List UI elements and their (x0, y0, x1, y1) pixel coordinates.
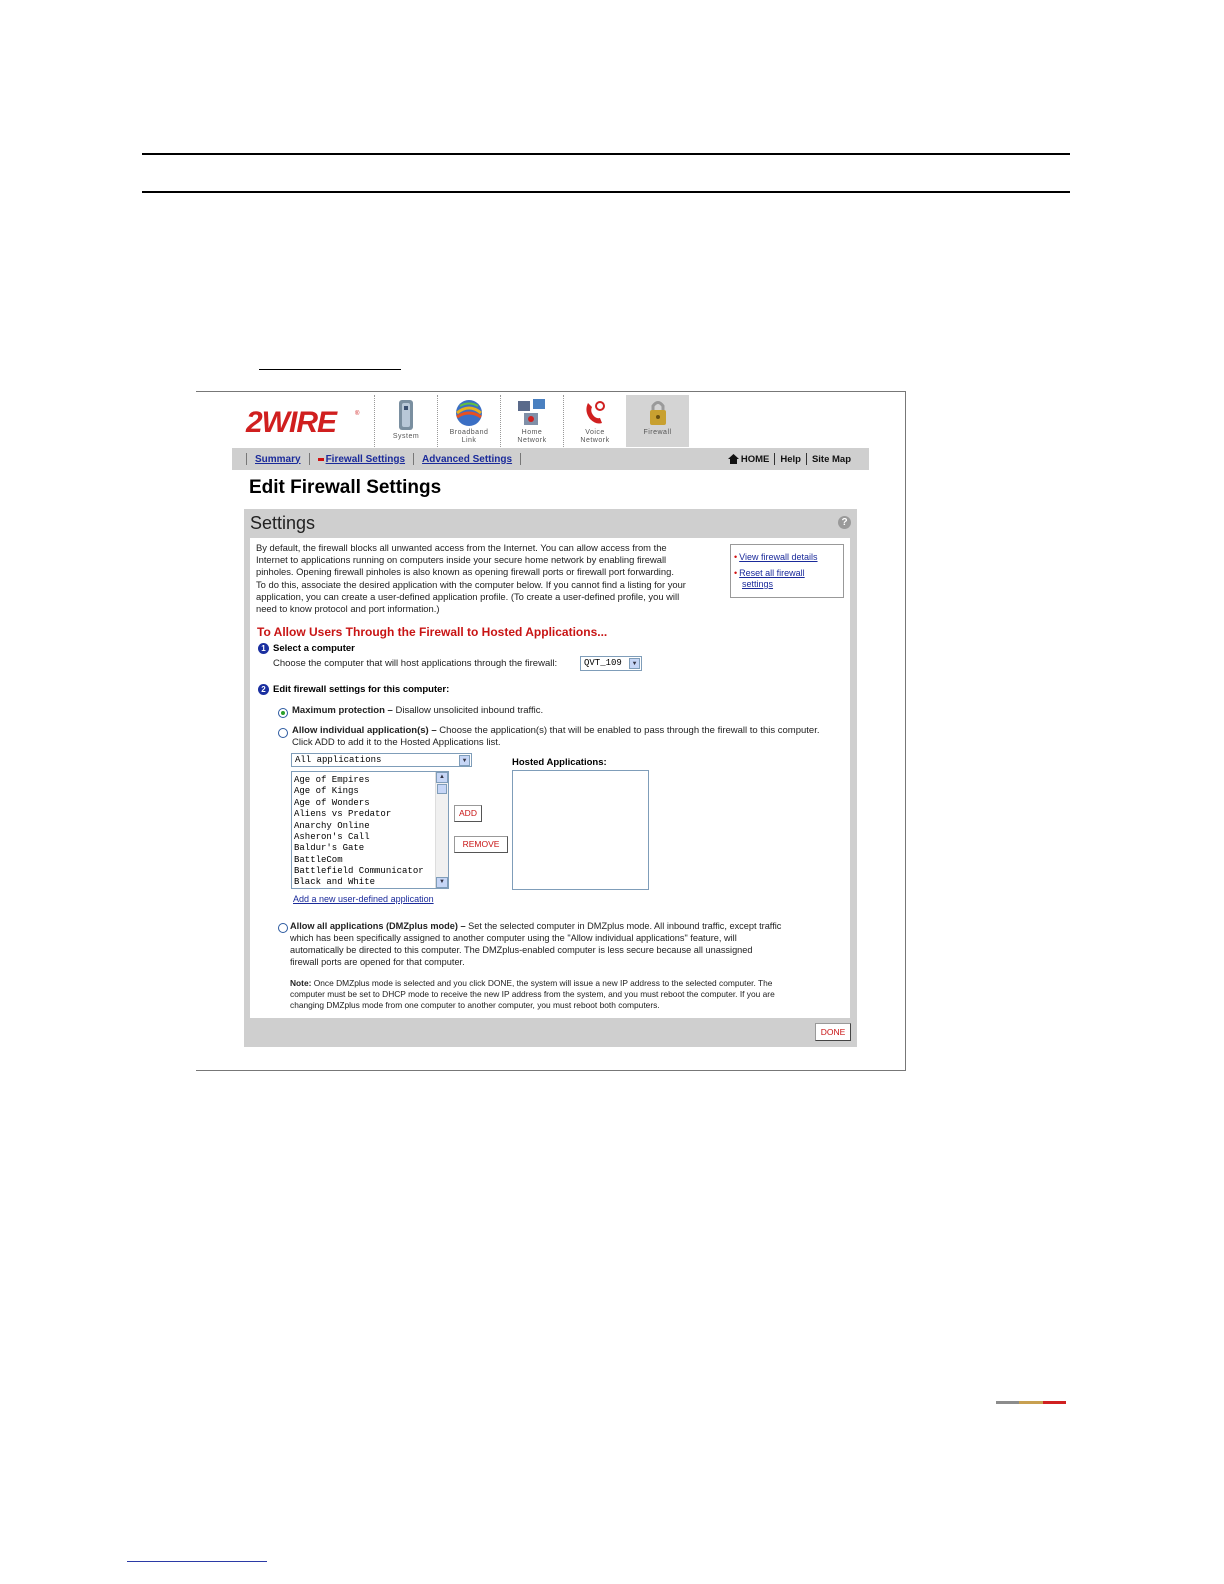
tab-voice-label-1: Voice (585, 429, 605, 436)
bullet-icon: • (734, 552, 738, 562)
note-line: Once DMZplus mode is selected and you click DONE, the system will issue a new IP address to the selected computer. The (313, 978, 773, 988)
application-filter-select[interactable] (291, 753, 472, 767)
intro-line: application, you can create a user-defined application profile. (To create a user-defined profile, you will (256, 590, 680, 602)
broadband-globe-icon (452, 397, 486, 429)
svg-text:2WIRE: 2WIRE (246, 406, 337, 439)
help-link[interactable]: Help (780, 453, 801, 465)
option-text: Click ADD to add it to the Hosted Applications list. (292, 737, 501, 748)
app-filter-value: All applications (295, 755, 382, 765)
hosted-applications-list[interactable] (512, 770, 649, 890)
home-link[interactable]: HOME (740, 453, 770, 465)
add-user-defined-link[interactable]: Add a new user-defined application (293, 894, 434, 904)
list-item[interactable]: Age of Empires (294, 775, 370, 785)
settings-content (250, 538, 850, 1018)
accent-bar (996, 1401, 1066, 1404)
option-title: Allow individual application(s) – (292, 725, 437, 736)
subnav-divider (246, 453, 247, 465)
intro-line: By default, the firewall blocks all unwanted access from the Internet. You can allow access from the (256, 542, 667, 553)
tab-broadband-label-2: Link (461, 437, 477, 444)
dmzplus-label (290, 920, 850, 968)
computer-select-value: QVT_109 (584, 658, 622, 668)
related-links-box (730, 544, 844, 598)
step-2 (258, 684, 449, 695)
intro-line: pinholes. Opening firewall pinholes is also known as opening firewall ports or firewall port forwarding. (256, 566, 674, 578)
help-icon[interactable]: ? (838, 516, 851, 529)
section-heading: To Allow Users Through the Firewall to Hosted Applications... (257, 625, 608, 639)
sub-navigation (232, 448, 869, 470)
settings-heading: Settings (250, 513, 316, 533)
accent-segment (996, 1401, 1019, 1404)
list-item[interactable]: Aliens vs Predator (294, 809, 392, 819)
home-icon (728, 454, 739, 464)
done-button[interactable]: DONE (815, 1023, 851, 1041)
option-text: Set the selected computer in DMZplus mode. All inbound traffic, except traffic (468, 921, 782, 931)
intro-text (256, 542, 724, 615)
reset-firewall-link-cont[interactable]: settings (742, 579, 774, 589)
step-number-icon: 2 (258, 684, 269, 695)
option-text: Disallow unsolicited inbound traffic. (395, 705, 544, 716)
system-icon (389, 397, 423, 433)
subnav-divider (520, 453, 521, 465)
accent-segment (1043, 1401, 1066, 1404)
remove-button[interactable]: REMOVE (454, 836, 508, 853)
intro-line: need to know protocol and port information.) (256, 603, 440, 615)
bullet-icon: • (734, 568, 738, 578)
home-network-icon (515, 397, 549, 429)
chevron-down-icon: ▼ (629, 658, 640, 669)
dmz-note (290, 978, 810, 1012)
tab-broadband-label-1: Broadband (449, 429, 489, 436)
firewall-lock-icon (641, 397, 675, 429)
option-title: Allow all applications (DMZplus mode) – (290, 921, 466, 931)
option-text: automatically be directed to this computer. The DMZplus-enabled computer is less secure because all unassigned (290, 945, 753, 955)
subnav-divider (413, 453, 414, 465)
tab-home-label-2: Network (517, 437, 547, 444)
firewall-settings-link[interactable]: Firewall Settings (325, 453, 406, 465)
list-item[interactable]: BattleCom (294, 855, 343, 865)
individual-apps-label (292, 725, 819, 749)
reset-firewall-link[interactable]: Reset all firewall (739, 568, 805, 578)
note-label: Note: (290, 978, 312, 988)
list-item[interactable]: Baldur's Gate (294, 843, 365, 853)
page-title: Edit Firewall Settings (249, 477, 442, 498)
utility-links (728, 453, 851, 465)
advanced-settings-link[interactable]: Advanced Settings (422, 453, 513, 465)
main-nav (374, 395, 689, 448)
view-details-item (734, 552, 818, 562)
list-item[interactable]: Black and White (294, 877, 376, 887)
tab-firewall-label: Firewall (643, 429, 672, 436)
list-item[interactable]: Anarchy Online (294, 821, 370, 831)
caption-rule (259, 369, 401, 370)
list-item[interactable]: Battlefield Communicator (294, 866, 424, 876)
active-indicator-icon (318, 458, 324, 461)
scroll-down-icon[interactable]: ▼ (436, 877, 448, 888)
application-list[interactable] (291, 771, 449, 889)
tab-voice-network[interactable] (563, 395, 626, 447)
header-rule-top (142, 153, 1070, 155)
subnav-divider (309, 453, 310, 465)
scroll-thumb[interactable] (437, 784, 447, 794)
step-number-icon: 1 (258, 643, 269, 654)
intro-line: To do this, associate the desired application with the computer below. If you cannot find a listing for your (256, 578, 686, 590)
dmzplus-radio[interactable] (278, 923, 288, 933)
individual-apps-radio[interactable] (278, 728, 288, 738)
option-title: Maximum protection – (292, 705, 393, 716)
brand-logo (245, 405, 363, 439)
maximum-protection-label (292, 705, 543, 717)
step-1 (258, 643, 355, 654)
maximum-protection-radio[interactable] (278, 708, 288, 718)
tab-firewall[interactable] (626, 395, 689, 447)
chevron-down-icon: ▼ (459, 755, 470, 766)
svg-text:®: ® (355, 411, 360, 417)
utility-divider (774, 453, 775, 465)
add-button[interactable]: ADD (454, 805, 482, 822)
tab-system[interactable] (374, 395, 437, 447)
choose-computer-text: Choose the computer that will host applications through the firewall: (273, 658, 558, 669)
option-text: which has been specifically assigned to another computer using the "Allow individual applications" feature, will (290, 933, 737, 943)
tab-home-network[interactable] (500, 395, 563, 447)
hosted-applications-label: Hosted Applications: (512, 757, 607, 768)
tab-broadband-link[interactable] (437, 395, 500, 447)
tab-home-label-1: Home (521, 429, 543, 436)
step-2-title: Edit firewall settings for this computer: (273, 684, 450, 695)
note-line: computer must be set to DHCP mode to receive the new IP address from the system, and you must reboot the computer. If you are (290, 989, 775, 1000)
voice-phone-icon (578, 397, 612, 429)
option-text: firewall ports are opened for that computer. (290, 957, 465, 967)
list-item[interactable]: Age of Kings (294, 786, 359, 796)
view-firewall-details-link[interactable]: View firewall details (739, 552, 818, 562)
step-1-title: Select a computer (273, 643, 355, 654)
scroll-up-icon[interactable]: ▲ (436, 772, 448, 783)
option-text: Choose the application(s) that will be enabled to pass through the firewall to this computer. (439, 725, 820, 736)
site-map-link[interactable]: Site Map (811, 453, 851, 465)
computer-select[interactable] (580, 656, 642, 671)
reset-item (734, 568, 805, 578)
intro-line: Internet to applications running on computers inside your secure home network by enabling firewall (256, 554, 667, 566)
header-rule-bottom (142, 191, 1070, 193)
accent-segment (1019, 1401, 1042, 1404)
settings-panel (244, 509, 857, 1047)
tab-system-label: System (392, 433, 420, 440)
reset-item-cont (742, 579, 773, 589)
footer-rule (127, 1561, 267, 1562)
list-item[interactable]: Age of Wonders (294, 798, 370, 808)
utility-divider (806, 453, 807, 465)
list-item[interactable]: Asheron's Call (294, 832, 370, 842)
note-line: changing DMZplus mode from one computer to another computer, you must reboot both computers. (290, 1000, 660, 1011)
tab-voice-label-2: Network (580, 437, 610, 444)
summary-link[interactable]: Summary (255, 453, 301, 465)
